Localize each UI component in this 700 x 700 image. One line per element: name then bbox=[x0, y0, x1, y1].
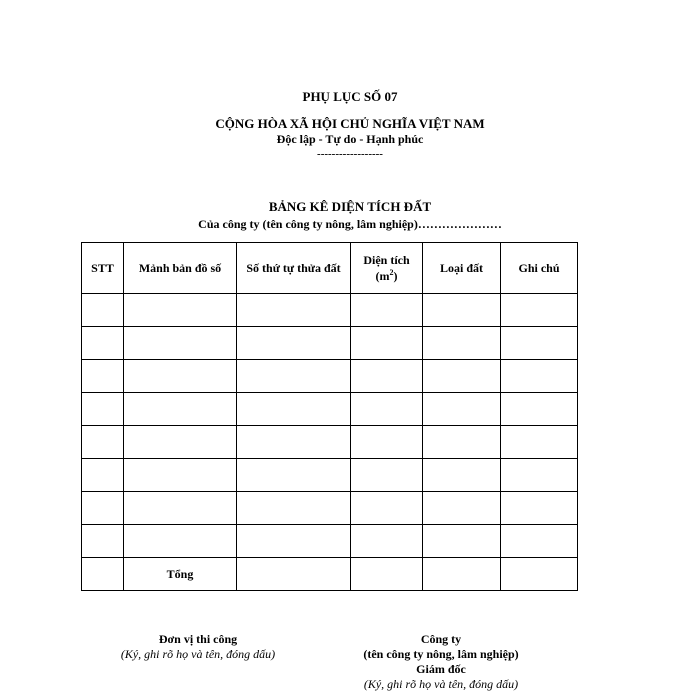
company-name-placeholder: (tên công ty nông, lâm nghiệp) bbox=[363, 647, 519, 661]
contractor-signature-block bbox=[88, 632, 308, 662]
document-subtitle: Của công ty (tên công ty nông, lâm nghiệp)………………… bbox=[198, 217, 502, 231]
divider-line: ------------------ bbox=[317, 148, 383, 160]
total-cell bbox=[237, 558, 351, 591]
company-signature-block bbox=[331, 632, 551, 692]
table-body bbox=[82, 294, 578, 591]
table-cell bbox=[351, 294, 423, 327]
table-cell bbox=[501, 525, 578, 558]
table-row bbox=[82, 360, 578, 393]
table-cell bbox=[501, 426, 578, 459]
table-cell bbox=[351, 492, 423, 525]
table-cell bbox=[237, 327, 351, 360]
table-row bbox=[82, 459, 578, 492]
director-title: Giám đốc bbox=[416, 662, 466, 676]
table-cell bbox=[423, 492, 501, 525]
table-row bbox=[82, 492, 578, 525]
table-cell bbox=[124, 426, 237, 459]
header-area bbox=[351, 243, 423, 294]
table-cell bbox=[237, 426, 351, 459]
table-cell bbox=[501, 327, 578, 360]
header-area-label: Diện tích bbox=[363, 252, 410, 267]
table-cell bbox=[351, 327, 423, 360]
table-cell bbox=[237, 525, 351, 558]
table-row bbox=[82, 294, 578, 327]
table-cell bbox=[423, 327, 501, 360]
header-stt: STT bbox=[82, 243, 124, 294]
table-cell bbox=[423, 459, 501, 492]
total-cell bbox=[351, 558, 423, 591]
table-cell bbox=[351, 360, 423, 393]
table-cell bbox=[124, 393, 237, 426]
table-cell bbox=[82, 525, 124, 558]
table-cell bbox=[423, 525, 501, 558]
table-cell bbox=[423, 360, 501, 393]
contractor-title: Đơn vị thi công bbox=[158, 632, 238, 646]
header-parcel-number: Số thứ tự thửa đất bbox=[237, 243, 351, 294]
table-cell bbox=[237, 459, 351, 492]
table-header-row bbox=[82, 243, 578, 294]
table-cell bbox=[124, 360, 237, 393]
motto: Độc lập - Tự do - Hạnh phúc bbox=[276, 132, 424, 146]
contractor-signature-note: (Ký, ghi rõ họ và tên, đóng dấu) bbox=[120, 647, 276, 661]
table-cell bbox=[237, 492, 351, 525]
total-cell bbox=[423, 558, 501, 591]
header-land-type: Loại đất bbox=[423, 243, 501, 294]
appendix-heading: PHỤ LỤC SỐ 07 bbox=[302, 89, 398, 104]
table-cell bbox=[501, 294, 578, 327]
table-cell bbox=[82, 426, 124, 459]
table-cell bbox=[423, 426, 501, 459]
table-cell bbox=[423, 294, 501, 327]
table-cell bbox=[423, 393, 501, 426]
table-cell bbox=[82, 459, 124, 492]
table-cell bbox=[501, 492, 578, 525]
table-cell bbox=[82, 327, 124, 360]
table-cell bbox=[124, 459, 237, 492]
table-cell bbox=[351, 393, 423, 426]
total-stt-cell bbox=[82, 558, 124, 591]
table-cell bbox=[237, 393, 351, 426]
table-cell bbox=[237, 360, 351, 393]
table-cell bbox=[124, 525, 237, 558]
table-row bbox=[82, 393, 578, 426]
table-cell bbox=[351, 459, 423, 492]
table-cell bbox=[501, 393, 578, 426]
table-cell bbox=[82, 294, 124, 327]
table-cell bbox=[82, 360, 124, 393]
header-notes: Ghi chú bbox=[501, 243, 578, 294]
total-label: Tổng bbox=[124, 558, 237, 591]
total-row bbox=[82, 558, 578, 591]
company-signature-note: (Ký, ghi rõ họ và tên, đóng dấu) bbox=[363, 677, 519, 691]
table-cell bbox=[351, 426, 423, 459]
land-area-table bbox=[81, 242, 578, 591]
document-title: BẢNG KÊ DIỆN TÍCH ĐẤT bbox=[268, 199, 432, 214]
header-area-unit: (m bbox=[375, 268, 390, 283]
table-cell bbox=[82, 393, 124, 426]
header-area-unit-superscript: 2 bbox=[389, 267, 394, 277]
table-cell bbox=[124, 492, 237, 525]
table-cell bbox=[501, 360, 578, 393]
table-row bbox=[82, 525, 578, 558]
table-row bbox=[82, 426, 578, 459]
company-title: Công ty bbox=[420, 632, 462, 646]
table-cell bbox=[351, 525, 423, 558]
table-row bbox=[82, 327, 578, 360]
table-cell bbox=[501, 459, 578, 492]
nation-heading: CỘNG HÒA XÃ HỘI CHỦ NGHĨA VIỆT NAM bbox=[215, 116, 485, 131]
table-cell bbox=[82, 492, 124, 525]
total-cell bbox=[501, 558, 578, 591]
header-area-unit-close: ) bbox=[393, 268, 398, 283]
table-cell bbox=[237, 294, 351, 327]
table-cell bbox=[124, 294, 237, 327]
header-map-sheet: Mảnh bản đồ số bbox=[124, 243, 237, 294]
table-cell bbox=[124, 327, 237, 360]
